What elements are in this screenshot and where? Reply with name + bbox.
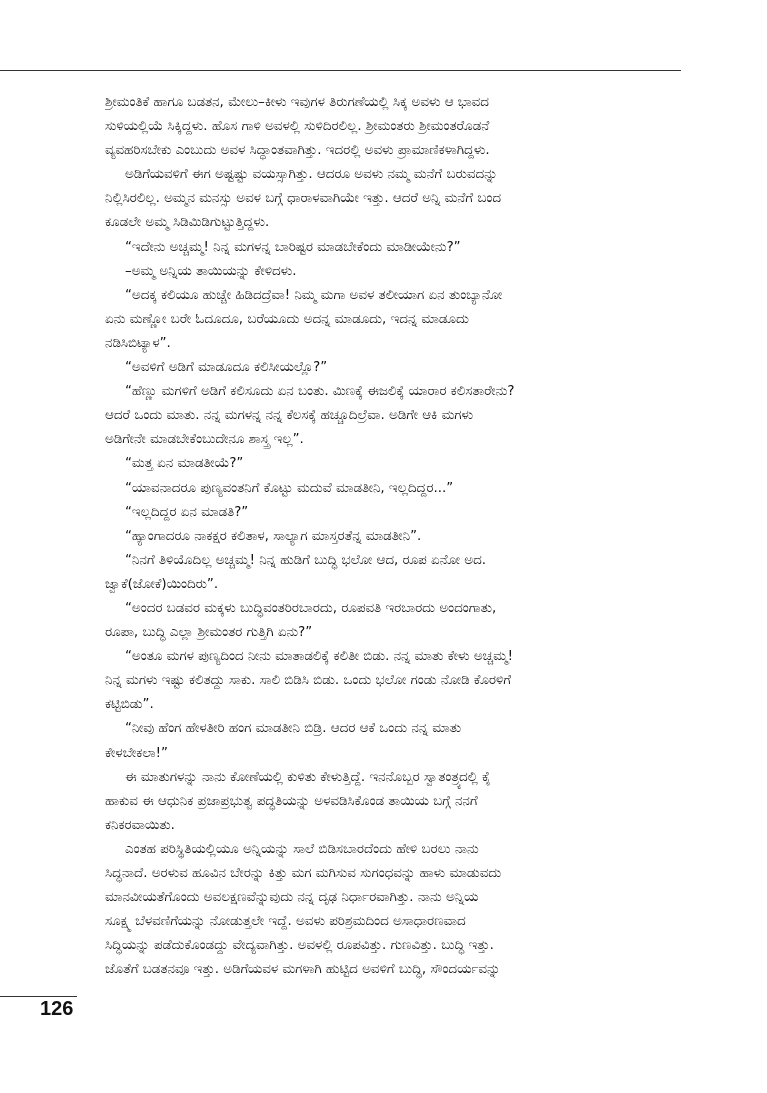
text-line: ಅಡಿಗೇನೇ ಮಾಡಬೇಕೆಂಬುದೇನೂ ಶಾಸ್ತ್ರ ಇಲ್ಲ”. xyxy=(105,432,304,448)
text-line: ಎಂತಹ ಪರಿಸ್ಥಿತಿಯಲ್ಲಿಯೂ ಅನ್ನಿಯನ್ನು ಸಾಲೆ ಬಿಡಿಸಬಾರದೆಂದು ಹೇಳಿ ಬರಲು ನಾನು xyxy=(125,841,479,857)
text-line: “ಮತ್ತ ಏನ ಮಾಡತೀಯೆ?” xyxy=(125,456,244,472)
text-line: ಕನಿಕರವಾಯಿತು. xyxy=(105,817,175,833)
text-line: ನಿನ್ನ ಮಗಳು ಇಷ್ಟು ಕಲಿತದ್ದು ಸಾಕು. ಸಾಲಿ ಬಿಡಿಸಿ ಬಿಡು. ಒಂದು ಭಲೋ ಗಂಡು ನೋಡಿ ಕೊರಳಿಗೆ xyxy=(105,673,512,689)
text-line: ಅಡಿಗೆಯವಳಿಗೆ ಈಗ ಅಷ್ಟಷ್ಟು ವಯಸ್ಸಾಗಿತ್ತು. ಆದರೂ ಅವಳು ನಮ್ಮ ಮನೆಗೆ ಬರುವದನ್ನು xyxy=(125,167,498,183)
text-line: ರೂಪಾ, ಬುದ್ಧಿ ಎಲ್ಲಾ ಶ್ರೀಮಂತರ ಗುತ್ತಿಗಿ ಏನು?” xyxy=(105,625,313,641)
text-line: ಕೂಡಲೇ ಅಮ್ಮ ಸಿಡಿಮಿಡಿಗುಟ್ಟುತ್ತಿದ್ದಳು. xyxy=(105,215,270,231)
text-line: ಸಿದ್ಧನಾದೆ. ಅರಳುವ ಹೂವಿನ ಬೇರನ್ನು ಕಿತ್ತು ಮಗ ಮಗಿಸುವ ಸುಗಂಧವನ್ನು ಹಾಳು ಮಾಡುವದು xyxy=(105,866,502,881)
text-line: ನಿಲ್ಲಿಸಿರಲಿಲ್ಲ. ಅಮ್ಮನ ಮನಸ್ಸು ಅವಳ ಬಗ್ಗೆ ಧಾರಾಳವಾಗಿಯೇ ಇತ್ತು. ಆದರೆ ಅನ್ನಿ ಮನೆಗೆ ಬಂದ xyxy=(105,191,501,207)
text-line: “ನೀವು ಹೆಂಗ ಹೇಳತೀರಿ ಹಂಗ ಮಾಡತೀನಿ ಬಿಡ್ರಿ. ಆದರ ಆಕೆ ಒಂದು ನನ್ನ ಮಾತು xyxy=(125,721,462,737)
text-line: ನಡಿಸಿಬಿಟ್ಯಾಳ”. xyxy=(105,335,171,351)
text-line: ಹಾಕುವ ಈ ಆಧುನಿಕ ಪ್ರಜಾಪ್ರಭುತ್ವ ಪದ್ಧತಿಯನ್ನು ಅಳವಡಿಸಿಕೊಂಡ ತಾಯಿಯ ಬಗ್ಗೆ ನನಗೆ xyxy=(105,793,478,809)
text-line: ಕಟ್ಟಿಬಿಡು”. xyxy=(105,697,154,713)
text-line: “ಅಂತೂ ಮಗಳ ಪುಣ್ಯದಿಂದ ನೀನು ಮಾತಾಡಲಿಕ್ಕೆ ಕಲಿತೀ ಬಿಡು. ನನ್ನ ಮಾತು ಕೇಳು ಅಚ್ಚಮ್ಮ! xyxy=(125,649,514,665)
text-line: ಜೊತೆಗೆ ಬಡತನವೂ ಇತ್ತು. ಅಡಿಗೆಯವಳ ಮಗಳಾಗಿ ಹುಟ್ಟಿದ ಅವಳಿಗೆ ಬುದ್ಧಿ, ಸೌಂದರ್ಯವನ್ನು xyxy=(105,962,501,978)
page-body xyxy=(105,91,660,982)
text-line: ಜ್ವಾಕೆ(ಜೋಕೆ)ಯಿಂದಿರು”. xyxy=(105,576,219,592)
text-line: ಶ್ರೀಮಂತಿಕೆ ಹಾಗೂ ಬಡತನ, ಮೇಲು–ಕೀಳು ಇವುಗಳ ತಿರುಗಣೆಯಲ್ಲಿ ಸಿಕ್ಕ ಅವಳು ಆ ಭಾವದ xyxy=(105,95,489,110)
text-line: ಸಿದ್ಧಿಯನ್ನು ಪಡೆದುಕೊಂಡದ್ದು ವೇದ್ಯವಾಗಿತ್ತು. ಅವಳಲ್ಲಿ ರೂಪವಿತ್ತು. ಗುಣವಿತ್ತು. ಬುದ್ಧಿ ಇತ್ತು. xyxy=(105,938,494,954)
text-line: “ಅವಳಿಗೆ ಅಡಿಗೆ ಮಾಡೂದೂ ಕಲಿಸೀಯಲ್ಲೊ?” xyxy=(125,360,328,376)
text-line: “ಅದಕ್ಕ ಕಲಿಯೂ ಹುಚ್ಚೇ ಹಿಡಿದದ್ರೆವಾ! ನಿಮ್ಮ ಮಗಾ ಅವಳ ತಲೀಯಾಗ ಏನ ತುಂಬ್ಯಾನೋ xyxy=(125,287,503,303)
text-line: ಸುಳಿಯಲ್ಲಿಯೆ ಸಿಕ್ಕಿದ್ದಳು. ಹೊಸ ಗಾಳಿ ಅವಳಲ್ಲಿ ಸುಳಿದಿರಲಿಲ್ಲ. ಶ್ರೀಮಂತರು ಶ್ರೀಮಂತರೊಡನೆ xyxy=(105,119,490,135)
text-line: “ಹ್ಯಾಂಗಾದರೂ ನಾಕಕ್ಷರ ಕಲಿತಾಳ, ಸಾಲ್ಯಾಗ ಮಾಸ್ತರತೆನ್ನ ಮಾಡತೀನಿ”. xyxy=(125,528,422,544)
text-line: ಕೇಳಬೇಕಲಾ!” xyxy=(105,745,168,761)
page-number: 126 xyxy=(40,998,74,1020)
text-line: ಆದರೆ ಒಂದು ಮಾತು. ನನ್ನ ಮಗಳನ್ನ ನನ್ನ ಕೆಲಸಕ್ಕೆ ಹಚ್ಚೂದಿಲ್ರೆವಾ. ಅಡಿಗೇ ಆಕಿ ಮಗಳು xyxy=(105,408,474,424)
text-line: ಏನು ಮಣ್ಣೋ ಬರೇ ಓದೂದೂ, ಬರೆಯೂದು ಅದನ್ನ ಮಾಡೂದು, ಇದನ್ನ ಮಾಡೂದು xyxy=(105,311,469,327)
text-line: “ಅಂದರ ಬಡವರ ಮಕ್ಕಳು ಬುದ್ಧಿವಂತರಿರಬಾರದು, ರೂಪವತಿ ಇರಬಾರದು ಅಂದಂಗಾತು, xyxy=(125,600,497,616)
text-line: “ಇಲ್ಲದಿದ್ದರ ಏನ ಮಾಡತಿ?” xyxy=(125,504,249,520)
text-line: –ಅಮ್ಮ ಅನ್ನಿಯ ತಾಯಿಯನ್ನು ಕೇಳಿದಳು. xyxy=(125,263,297,279)
text-line: “ಇದೇನು ಅಚ್ಚಮ್ಮ! ನಿನ್ನ ಮಗಳನ್ನ ಬಾರಿಷ್ಟರ ಮಾಡಬೇಕೆಂದು ಮಾಡೀಯೇನು?” xyxy=(125,239,461,255)
text-line: “ನಿನಗೆ ತಿಳಿಯೊದಿಲ್ಲ ಅಚ್ಚಮ್ಮ! ನಿನ್ನ ಹುಡಿಗೆ ಬುದ್ಧಿ ಭಲೋ ಆದ, ರೂಪ ಏನೋ ಅದ. xyxy=(125,552,486,568)
text-line: ಈ ಮಾತುಗಳನ್ನು ನಾನು ಕೋಣೆಯಲ್ಲಿ ಕುಳಿತು ಕೇಳುತ್ತಿದ್ದೆ. ಇನನೊಬ್ಬರ ಸ್ವಾತಂತ್ರ್ಯದಲ್ಲಿ ಕೈ xyxy=(125,769,491,785)
text-line: ಸೂಕ್ಷ್ಮ ಬೆಳವಣಿಗೆಯನ್ನು ನೋಡುತ್ತಲೇ ಇದ್ದೆ. ಅವಳು ಪರಿಶ್ರಮದಿಂದ ಅಸಾಧಾರಣವಾದ xyxy=(105,914,466,930)
text-line: “ಹೆಣ್ಣು ಮಗಳಿಗೆ ಅಡಿಗೆ ಕಲಿಸೂದು ಏನ ಬಂತು. ಮಿಣಕ್ಕೆ ಈಜಲಿಕ್ಕೆ ಯಾರಾರ ಕಲಿಸತಾರೇನು? xyxy=(125,384,515,400)
text-line: ವ್ಯವಹರಿಸಬೇಕು ಎಂಬುದು ಅವಳ ಸಿದ್ಧಾಂತವಾಗಿತ್ತು. ಇದರಲ್ಲಿ ಅವಳು ಪ್ರಾಮಾಣಿಕಳಾಗಿದ್ದಳು. xyxy=(105,143,490,159)
top-rule xyxy=(0,70,681,71)
text-line: ಮಾನವೀಯತೆಗೊಂದು ಅವಲಕ್ಷಣವೆನ್ನುವುದು ನನ್ನ ದೃಢ ನಿರ್ಧಾರವಾಗಿತ್ತು. ನಾನು ಅನ್ನಿಯ xyxy=(105,890,479,906)
text-line: “ಯಾವನಾದರೂ ಪುಣ್ಯವಂತನಿಗೆ ಕೊಟ್ಟು ಮದುವೆ ಮಾಡತೀನಿ, ಇಲ್ಲದಿದ್ದರ...” xyxy=(125,480,454,496)
